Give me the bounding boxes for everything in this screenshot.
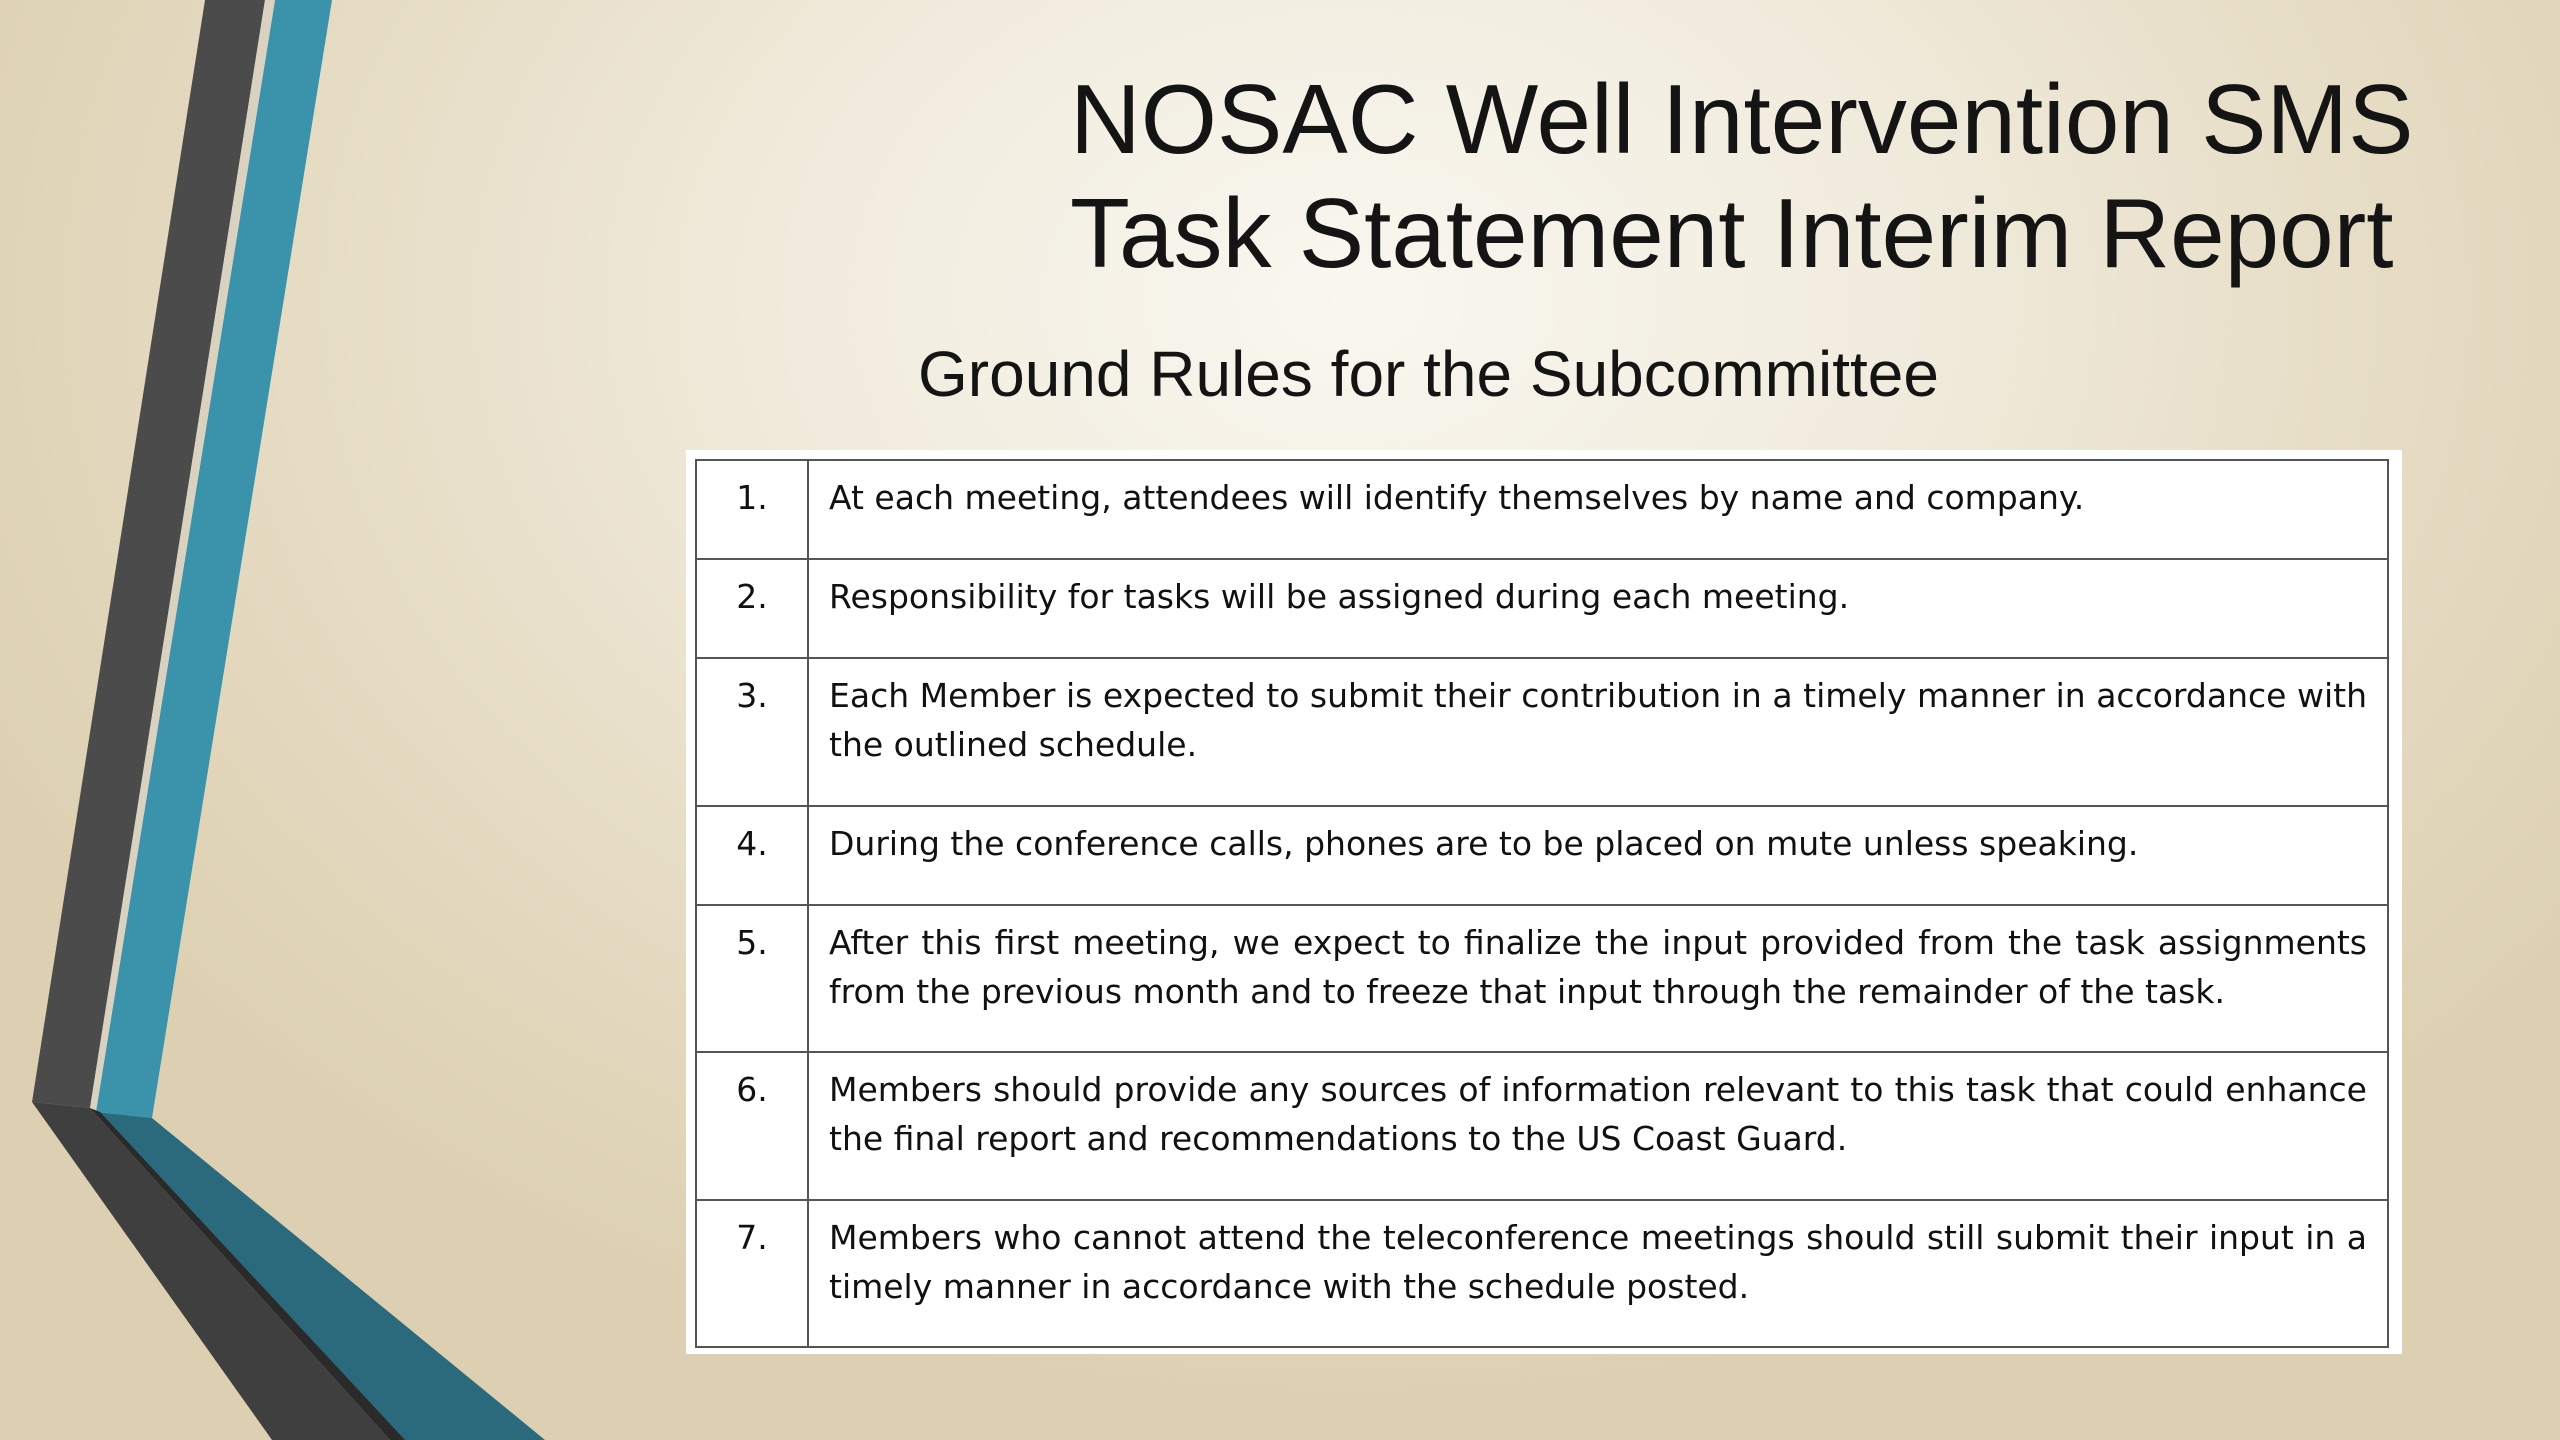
rule-text: Members who cannot attend the teleconference meetings should still submit their input in a timely manner in accordance with the schedule posted.	[808, 1200, 2388, 1347]
rule-number: 3.	[696, 658, 808, 806]
slide-subtitle: Ground Rules for the Subcommittee	[918, 338, 1939, 410]
rule-number: 2.	[696, 559, 808, 658]
rule-text: After this first meeting, we expect to finalize the input provided from the task assignments from the previous month and to freeze that input through the remainder of the task.	[808, 905, 2388, 1052]
title-line-1: NOSAC Well Intervention SMS	[1070, 64, 2414, 174]
rule-number: 1.	[696, 460, 808, 559]
table-row	[696, 460, 2388, 559]
table-row	[696, 806, 2388, 905]
table-row	[696, 1200, 2388, 1347]
table-row	[696, 1052, 2388, 1200]
table-row	[696, 658, 2388, 806]
rule-text: Responsibility for tasks will be assigned during each meeting.	[808, 559, 2388, 658]
rule-number: 5.	[696, 905, 808, 1052]
rule-number: 4.	[696, 806, 808, 905]
rule-text: Members should provide any sources of information relevant to this task that could enhance the final report and recommendations to the US Coast Guard.	[808, 1052, 2388, 1200]
table-row	[696, 559, 2388, 658]
rule-text: During the conference calls, phones are to be placed on mute unless speaking.	[808, 806, 2388, 905]
rule-number: 7.	[696, 1200, 808, 1347]
rule-text: Each Member is expected to submit their contribution in a timely manner in accordance with the outlined schedule.	[808, 658, 2388, 806]
rules-table	[695, 459, 2389, 1348]
table-row	[696, 905, 2388, 1052]
rule-number: 6.	[696, 1052, 808, 1200]
slide-title	[1070, 62, 2510, 290]
title-line-2: Task Statement Interim Report	[1070, 178, 2394, 288]
rules-table-container	[686, 450, 2402, 1354]
rule-text: At each meeting, attendees will identify themselves by name and company.	[808, 460, 2388, 559]
decorative-stripes	[0, 0, 700, 1440]
